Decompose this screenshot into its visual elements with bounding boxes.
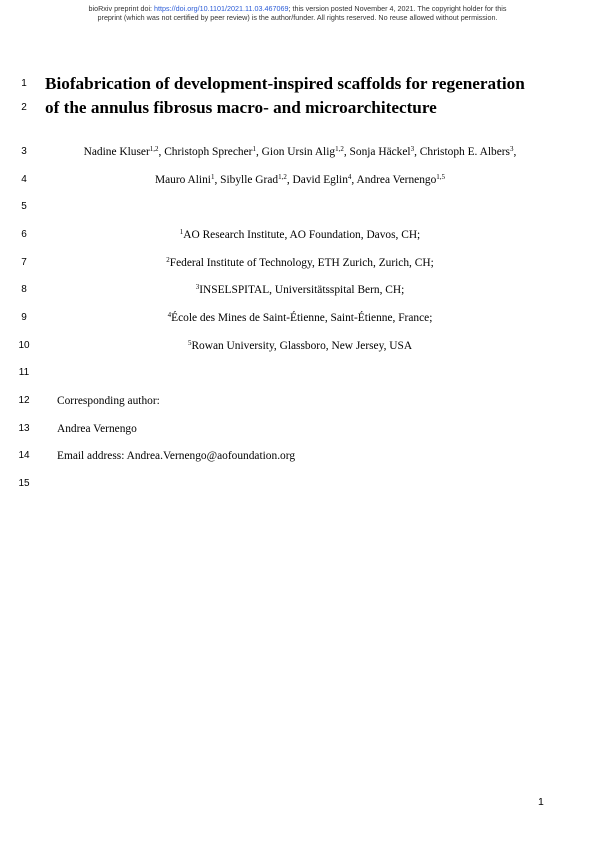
affiliation-text: INSELSPITAL, Universitätsspital Bern, CH; [199,284,405,296]
affiliation-sup: 1 [179,228,184,236]
preprint-banner [0,4,595,22]
author-affiliation-sup: 4 [347,173,352,181]
line-number: 3 [21,146,27,157]
title-line-1: Biofabrication of development-inspired scaffolds for regeneration [45,74,525,93]
affiliation-text: Rowan University, Glassboro, New Jersey, USA [191,340,413,352]
author-name: Nadine Kluser [83,146,150,158]
line-number: 10 [18,340,30,351]
affiliation-text: École des Mines de Saint-Étienne, Saint-Étienne, France; [171,312,433,324]
affiliation-text: Federal Institute of Technology, ETH Zurich, Zurich, CH; [169,257,434,269]
banner-suffix: ; this version posted November 4, 2021. The copyright holder for this [288,4,507,13]
line-number: 13 [18,423,30,434]
corresponding-author-label: Corresponding author: [57,395,160,407]
author-affiliation-sup: 1,2 [278,173,287,181]
line-number: 6 [21,229,27,240]
author-affiliation-sup: 1,2 [335,145,344,153]
author-name: David Eglin [292,174,348,186]
author-separator: , [351,174,357,186]
line-number: 4 [21,174,27,185]
author-affiliation-sup: 1 [210,173,215,181]
author-affiliation-sup: 1,5 [436,173,446,181]
affiliation [40,339,560,353]
author-name: Gion Ursin Alig [261,146,336,158]
author-name: Mauro Alini [154,174,211,186]
author-affiliation-sup: 3 [509,145,514,153]
affiliation-text: AO Research Institute, AO Foundation, Davos, CH; [183,229,421,241]
line-number: 14 [18,450,30,461]
corresponding-author-name: Andrea Vernengo [57,423,137,435]
line-number: 11 [18,367,30,378]
author-separator: , [343,146,350,158]
author-name: Sibylle Grad [220,174,279,186]
affiliation [40,283,560,297]
author-affiliation-sup: 1 [252,145,256,153]
author-name: Christoph E. Albers [419,146,510,158]
paper-title [45,72,565,120]
author-affiliation-sup: 1,2 [149,145,159,153]
affiliation-sup: 4 [167,311,172,319]
line-number: 1 [21,78,27,89]
author-separator: , [158,146,165,158]
line-number: 5 [21,201,27,212]
banner-prefix: bioRxiv preprint doi: [88,4,155,13]
affiliation-sup: 2 [166,256,170,264]
author-separator: , [286,174,293,186]
affiliation-sup: 5 [187,339,192,347]
author-separator: , [255,146,262,158]
author-affiliation-sup: 3 [410,145,415,153]
affiliation [40,311,560,325]
banner-line-1 [0,4,595,13]
line-number: 9 [21,312,27,323]
banner-line-2: preprint (which was not certified by peer review) is the author/funder. All rights reserved. No reuse allowed without permission. [97,13,498,22]
author-separator: , [414,146,420,158]
affiliation [40,228,560,242]
line-number: 2 [21,102,27,113]
line-number: 12 [18,395,30,406]
line-number: 8 [21,284,27,295]
line-number: 15 [18,478,30,489]
corresponding-author-email: Email address: Andrea.Vernengo@aofoundation.org [57,450,296,462]
title-line-2: of the annulus fibrosus macro- and microarchitecture [45,98,437,117]
author-line-1 [40,145,560,159]
author-name: Sonja Häckel [349,146,411,158]
line-number: 7 [21,257,27,268]
author-name: Andrea Vernengo [356,174,437,186]
doi-link[interactable]: https://doi.org/10.1101/2021.11.03.467069 [154,4,289,13]
author-separator: , [214,174,221,186]
affiliation-sup: 3 [195,283,200,291]
author-line-2 [40,173,560,187]
author-separator: , [513,146,517,158]
affiliation [40,256,560,270]
author-name: Christoph Sprecher [164,146,253,158]
page-number: 1 [538,796,544,808]
